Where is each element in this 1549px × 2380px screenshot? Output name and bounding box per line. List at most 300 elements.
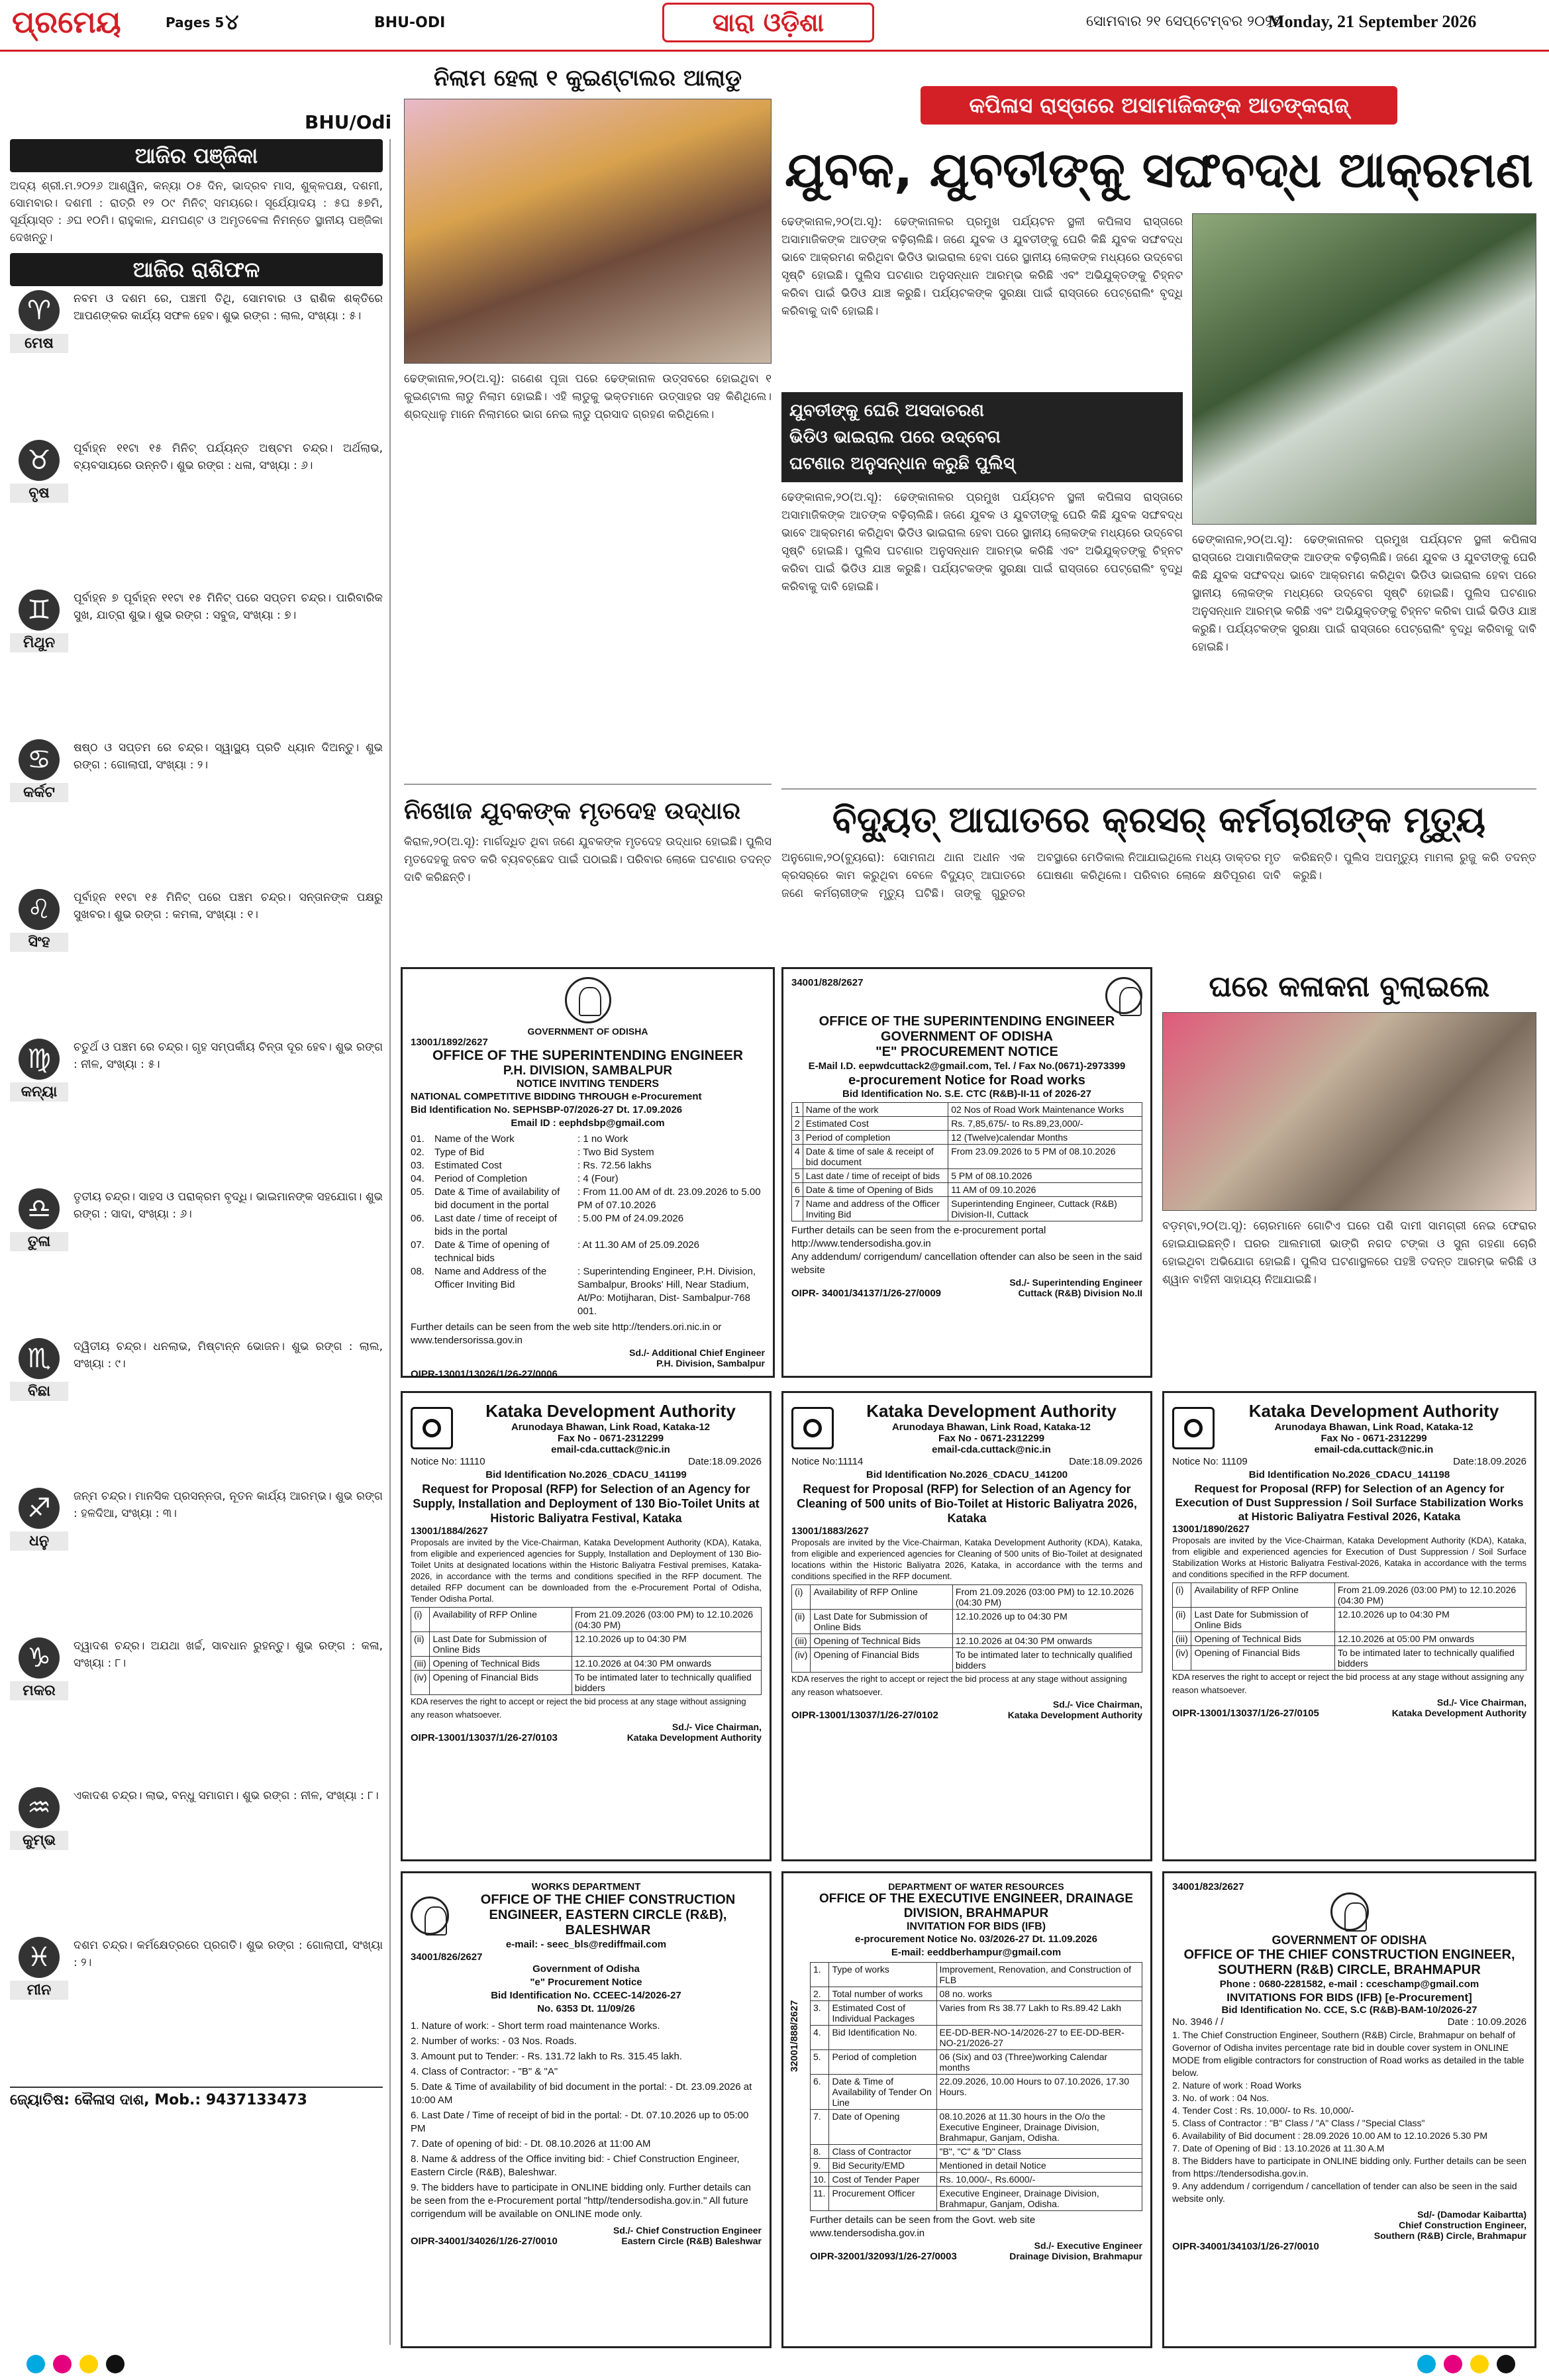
ad-kda2-note: Notice No:11114 [791,1456,864,1467]
ad-sambalpur-row [411,1146,765,1159]
ad-sambalpur-table [411,1133,765,1318]
table-row [411,1657,762,1671]
registration-mark [1417,2355,1436,2373]
masthead [0,0,1549,52]
row-label: Period of Completion [434,1173,528,1184]
table-cell: Period of completion [803,1131,948,1145]
ad-item: 7. Date of opening of bid: - Dt. 08.10.2026 at 11:00 AM [411,2138,651,2149]
zodiac-badge [10,1488,68,1633]
ad-kda2-table [791,1584,1142,1673]
table-cell: (i) [792,1585,811,1610]
zodiac-name: ବିଛା [10,1382,68,1401]
ad-item: 5. Date & Time of availability of bid document in the portal: - Dt. 23.09.2026 at 10:00 AM [411,2081,752,2106]
ad-rb-sign3: Southern (R&B) Circle, Brahmapur [1374,2230,1526,2241]
table-cell: From 21.09.2026 (03:00 PM) to 12.10.2026 (04:30 PM) [572,1608,761,1632]
story-body-headline: ନିଖୋଜ ଯୁବକଙ୍କ ମୃତଦେହ ଉଦ୍ଧାର [404,798,741,825]
table-cell: (iii) [792,1634,811,1648]
zodiac-name: ମିଥୁନ [10,633,68,652]
table-cell: Date of Opening [829,2110,936,2145]
table-cell: (iv) [792,1648,811,1673]
ad-kda3-email: email-cda.cuttack@nic.in [1314,1444,1434,1455]
ad-item: 2. Nature of work : Road Works [1172,2080,1302,2091]
zodiac-2-icon: ♉ [19,440,60,481]
ad-item: 5. Class of Contractor : "B" Class / "A" Class / "Special Class" [1172,2118,1425,2128]
row-number: 06. [411,1213,425,1224]
table-cell: 12.10.2026 up to 04:30 PM [1334,1608,1526,1632]
zodiac-row [10,1488,383,1633]
table-row [792,1117,1142,1131]
table-cell: 7 [792,1197,803,1221]
registration-mark [106,2355,125,2373]
table-row [1173,1646,1526,1671]
row-value: : 1 no Work [577,1133,628,1145]
ad-water-email: E-mail: eeddberhampur@gmail.com [891,1947,1062,1958]
row-number: 08. [411,1266,425,1277]
table-row [811,2050,1142,2075]
registration-mark [79,2355,98,2373]
ad-kda2-code: 13001/1883/2627 [791,1526,869,1537]
lead-bullet: ଘଟଣାର ଅନୁସନ୍ଧାନ କରୁଛି ପୁଲିସ୍ [789,454,1015,474]
table-row [811,2187,1142,2211]
row-value: : From 11.00 AM of dt. 23.09.2026 to 5.00 PM of 07.10.2026 [577,1186,761,1211]
ad-kda1-email: email-cda.cuttack@nic.in [551,1444,670,1455]
table-cell: To be intimated later to technically qualified bidders [952,1648,1142,1673]
ad-rb-date: Date : 10.09.2026 [1447,2016,1526,2028]
ad-sambalpur-row [411,1212,765,1239]
ad-rb-bid: Bid Identification No. CCE, S.C (R&B)-BAM-10/2026-27 [1221,2004,1477,2016]
zodiac-4-icon: ♋ [19,739,60,780]
table-cell: 12.10.2026 at 04:30 PM onwards [572,1657,761,1671]
zodiac-text: ଜନ୍ମ ଚନ୍ଦ୍ର। ମାନସିକ ପ୍ରସନ୍ନତା, ନୂତନ କାର୍ଯ୍ୟ ଆରମ୍ଭ। ଶୁଭ ରଙ୍ଗ : ହଳଦିଆ, ସଂଖ୍ୟା : ୩। [74,1490,383,1520]
ad-sambalpur-sign2: P.H. Division, Sambalpur [656,1358,765,1369]
lead-body-continued: ଢେଙ୍କାନାଳ,୨୦(ଅ.ସୂ): ଢେଙ୍କାନାଳର ପ୍ରମୁଖ ପର୍ଯ୍ୟଟନ ସ୍ଥଳୀ କପିଳାସ ରାସ୍ତାରେ ଅସାମାଜିକଙ୍କ ଆତଙ୍କ ବଢ଼ିଚାଲିଛି। ଜଣେ ଯୁବକ ଓ ଯୁବତୀଙ୍କୁ ଘେରି କିଛି ଯୁବକ ସଙ୍ଘବଦ୍ଧ ଭାବେ ଆକ୍ରମଣ କରିଥିବା ଭିଡିଓ ଭାଇରାଲ ହେବା ପରେ ସ୍ଥାନୀୟ ଲୋକଙ୍କ ମଧ୍ୟରେ ଉଦ୍‌ବେଗ ସୃଷ୍ଟି ହୋଇଛି। ପୁଲିସ ଘଟଣାର ଅନୁସନ୍ଧାନ ଆରମ୍ଭ କରିଛି ଏବଂ ଅଭିଯୁକ୍ତଙ୍କୁ ଚିହ୍ନଟ କରିବା ପାଇଁ ଭିଡିଓ ଯାଞ୍ଚ କରୁଛି। ପର୍ଯ୍ୟଟକଙ୍କ ସୁରକ୍ଷା ପାଇଁ ରାସ୍ତାରେ ପେଟ୍ରୋଲିଂ ବୃଦ୍ଧି କରିବାକୁ ଦାବି ହୋଇଛି। [781,491,1183,594]
table-cell: Procurement Officer [829,2187,936,2211]
zodiac-badge [10,1787,68,1933]
table-row [792,1131,1142,1145]
table-cell: 4 [792,1145,803,1169]
table-row [811,2026,1142,2050]
table-cell: 06 (Six) and 03 (Three)working Calendar months [936,2050,1142,2075]
zodiac-name: ଧନୁ [10,1531,68,1551]
row-number: 01. [411,1133,425,1145]
ad-kda-3 [1162,1391,1536,1861]
table-cell: Opening of Financial Bids [430,1671,572,1695]
zodiac-row [10,1637,383,1783]
zodiac-text: ଦଶମ ଚନ୍ଦ୍ର। କର୍ମକ୍ଷେତ୍ରରେ ପ୍ରଗତି। ଶୁଭ ରଙ୍ଗ : ଗୋଲାପୀ, ସଂଖ୍ୟା : ୨। [74,1939,383,1969]
table-cell: Opening of Technical Bids [430,1657,572,1671]
table-cell: Class of Contractor [829,2145,936,2159]
ad-kda1-code: 13001/1884/2627 [411,1526,488,1537]
ad-water-footer: Further details can be seen from the Govt. web site www.tendersodisha.gov.in [810,2214,1036,2239]
table-cell: 10. [811,2173,829,2187]
zodiac-7-icon: ♎ [19,1188,60,1229]
table-cell: 5 [792,1169,803,1183]
ad-kda1-sign2: Kataka Development Authority [626,1732,762,1743]
panjika-heading: ଆଜିର ପଞ୍ଜିକା [10,139,383,172]
ad-rb-code: 34001/823/2627 [1172,1881,1244,1892]
ad-kda1-footer: KDA reserves the right to accept or reject the bid process at any stage without assigning any reason whatsoever. [411,1696,746,1720]
ad-kda1-text: Proposals are invited by the Vice-Chairman, Kataka Development Authority (KDA), Kataka, from eligible and experienced agencies for Supply, Installation and Deployment of 130 Bio-Toilet Units at designated locations within the Historic Baliyatra Festival premises, Kataka-2026, in accordance with the terms and conditions specified in the RFP document. The detailed RFP document can be downloaded from the e-Procurement Portal of Odisha, Tender Odisha Portal. [411,1537,762,1604]
ad-rb-oipr: OIPR-34001/34103/1/26-27/0010 [1172,2241,1319,2252]
ad-kda3-footer: KDA reserves the right to accept or reject the bid process at any stage without assigning any reason whatsoever. [1172,1672,1524,1695]
row-value: : Superintending Engineer, P.H. Division, Sambalpur, Brooks' Hill, Near Stadium, At/Po: Motijharan, Dist- Sambalpur-768 001. [577,1266,756,1317]
ad-item: 3. Amount put to Tender: - Rs. 131.72 lakh to Rs. 315.45 lakh. [411,2051,682,2062]
zodiac-row [10,1188,383,1334]
zodiac-9-icon: ♐ [19,1488,60,1529]
ad-water-line: e-procurement Notice No. 03/2026-27 Dt. 11.09.2026 [854,1934,1097,1945]
ad-item: 1. Nature of work: - Short term road maintenance Works. [411,2020,660,2032]
ad-kda1-org: Kataka Development Authority [485,1401,736,1421]
ad-water-sign2: Drainage Division, Brahmapur [1009,2251,1142,2261]
row-number: 07. [411,1239,425,1251]
ad-kda1-oipr: OIPR-13001/13037/1/26-27/0103 [411,1732,558,1743]
zodiac-text: ନବମ ଓ ଦଶମ ରେ, ପଞ୍ଚମୀ ତିଥି, ସୋମବାର ଓ ରାଶିକ ଶକ୍ତିରେ ଆପଣଙ୍କର କାର୍ଯ୍ୟ ସଫଳ ହେବ। ଶୁଭ ରଙ୍ଗ : ଲାଲ, ସଂଖ୍ୟା : ୫। [74,292,383,323]
table-cell: Availability of RFP Online [1191,1583,1334,1608]
zodiac-row [10,290,383,436]
table-cell: To be intimated later to technically qualified bidders [572,1671,761,1695]
row-value: : At 11.30 AM of 25.09.2026 [577,1239,700,1251]
table-cell: Name of the work [803,1103,948,1117]
zodiac-name: ମକର [10,1681,68,1700]
registration-mark [26,2355,45,2373]
table-cell: Opening of Financial Bids [1191,1646,1334,1671]
ad-sambalpur-line1: NATIONAL COMPETITIVE BIDDING THROUGH e-Procurement [411,1091,702,1102]
table-cell: Estimated Cost [803,1117,948,1131]
ad-item: 8. The Bidders have to participate in ONLINE bidding only. Further details can be seen from https://tendersodisha.gov.in. [1172,2155,1526,2179]
table-cell: Superintending Engineer, Cuttack (R&B) Division-II, Cuttack [948,1197,1142,1221]
zodiac-badge [10,739,68,885]
zodiac-8-icon: ♏ [19,1338,60,1379]
ad-sambalpur-title: OFFICE OF THE SUPERINTENDING ENGINEER [432,1048,744,1063]
table-cell: 5. [811,2050,829,2075]
lead-kicker: କପିଳାସ ରାସ୍ତାରେ ଅସାମାଜିକଙ୍କ ଆତଙ୍କରାଜ୍ [921,86,1397,125]
table-cell: Opening of Financial Bids [811,1648,952,1673]
table-cell: 1. [811,1963,829,1987]
table-cell: EE-DD-BER-NO-14/2026-27 to EE-DD-BER-NO-21/2026-27 [936,2026,1142,2050]
ad-kda2-text: Proposals are invited by the Vice-Chairman, Kataka Development Authority (KDA), Kataka, from eligible and experienced agencies for Cleaning of 500 units of Bio-Toilet at designated locations within the Historic Baliyatra 2026, Kataka, in accordance with the terms and conditions specified in the RFP document. [791,1537,1142,1581]
table-cell: 12 (Twelve)calendar Months [948,1131,1142,1145]
table-cell: (ii) [411,1632,430,1657]
table-cell: 12.10.2026 at 05:00 PM onwards [1334,1632,1526,1646]
zodiac-11-icon: ♒ [19,1787,60,1828]
row-number: 03. [411,1160,425,1171]
ad-water-title: OFFICE OF THE EXECUTIVE ENGINEER, DRAINAGE DIVISION, BRAHMAPUR [819,1892,1133,1920]
zodiac-row [10,739,383,885]
zodiac-row [10,440,383,586]
zodiac-6-icon: ♍ [19,1039,60,1080]
table-cell: Opening of Technical Bids [811,1634,952,1648]
row-number: 02. [411,1147,425,1158]
ad-sambalpur-row [411,1239,765,1265]
table-cell: (iii) [411,1657,430,1671]
table-cell: (iv) [411,1671,430,1695]
table-cell: (ii) [792,1610,811,1634]
story-body-recovered [404,795,772,954]
ad-item: 1. The Chief Construction Engineer, Southern (R&B) Circle, Brahmapur on behalf of Governor of Odisha invites percentage rate bid in double cover system in ONLINE MODE from eligible contractors for construction of Road works as detailed in the table below. [1172,2030,1524,2078]
row-label: Type of Bid [434,1147,485,1158]
zodiac-text: ଦ୍ୱିତୀୟ ଚନ୍ଦ୍ର। ଧନଲାଭ, ମିଷ୍ଟାନ୍ନ ଭୋଜନ। ଶୁଭ ରଙ୍ଗ : ଲାଲ, ସଂଖ୍ୟା : ୯। [74,1340,383,1371]
ad-kda2-addr: Arunodaya Bhawan, Link Road, Kataka-12 [891,1422,1091,1433]
ad-water-table [810,1962,1142,2211]
table-cell: Last Date for Submission of Online Bids [430,1632,572,1657]
ad-kda1-note: Notice No: 11110 [411,1456,485,1467]
lead-bullet: ଯୁବତୀଙ୍କୁ ଘେରି ଅସଦାଚରଣ [789,401,984,421]
ad-sambalpur-footer: Further details can be seen from the web site http://tenders.ori.nic.in or www.tendersorissa.gov.in [411,1321,722,1346]
ad-cuttack-sign2: Cuttack (R&B) Division No.II [1018,1288,1142,1298]
row-label: Date & Time of opening of technical bids [434,1239,550,1264]
table-cell: Date & Time of Availability of Tender On Line [829,2075,936,2110]
table-cell: (iv) [1173,1646,1191,1671]
table-row [792,1585,1142,1610]
ad-sambalpur-row [411,1186,765,1212]
story-theft [1162,967,1536,1378]
ad-kda1-addr: Arunodaya Bhawan, Link Road, Kataka-12 [511,1422,711,1433]
table-cell: 4. [811,2026,829,2050]
odisha-emblem-icon [1105,977,1142,1014]
zodiac-row [10,889,383,1035]
table-row [1173,1632,1526,1646]
zodiac-badge [10,1039,68,1184]
odisha-emblem-icon [565,977,611,1023]
ad-baleshwar-sign: Sd./- Chief Construction Engineer [613,2225,762,2236]
zodiac-10-icon: ♑ [19,1637,60,1679]
ad-kda2-fax: Fax No - 0671-2312299 [938,1433,1045,1444]
table-cell: 2 [792,1117,803,1131]
ad-sambalpur-line2: Bid Identification No. SEPHSBP-07/2026-27 Dt. 17.09.2026 [411,1104,683,1115]
zodiac-text: ଏକାଦଶ ଚନ୍ଦ୍ର। ଲାଭ, ବନ୍ଧୁ ସମାଗମ। ଶୁଭ ରଙ୍ଗ : ନୀଳ, ସଂଖ୍ୟା : ୮। [74,1789,379,1802]
zodiac-text: ତୃତୀୟ ଚନ୍ଦ୍ର। ସାହସ ଓ ପରାକ୍ରମ ବୃଦ୍ଧି। ଭାଇମାନଙ୍କ ସହଯୋଗ। ଶୁଭ ରଙ୍ଗ : ସାଦା, ସଂଖ୍ୟା : ୬। [74,1190,383,1221]
ad-cuttack-subtitle: GOVERNMENT OF ODISHA [880,1029,1053,1044]
ad-kda3-sign: Sd./- Vice Chairman, [1436,1697,1526,1708]
ad-cuttack-notice: "E" PROCUREMENT NOTICE [875,1045,1058,1059]
zodiac-name: ମେଷ [10,334,68,353]
table-cell: 12.10.2026 up to 04:30 PM [572,1632,761,1657]
table-cell: 08 no. works [936,1987,1142,2001]
zodiac-badge [10,590,68,735]
zodiac-text: ପୂର୍ବାହ୍ନ ୧୧ଟା ୧୫ ମିନିଟ୍ ପରେ ପଞ୍ଚମ ଚନ୍ଦ୍ର। ସନ୍ତାନଙ୍କ ପକ୍ଷରୁ ସୁଖବର। ଶୁଭ ରଙ୍ଗ : କମଳା, ସଂଖ୍ୟା : ୧। [74,891,383,921]
ad-rb-title: OFFICE OF THE CHIEF CONSTRUCTION ENGINEER, SOUTHERN (R&B) CIRCLE, BRAHMAPUR [1183,1947,1515,1977]
table-cell: (i) [1173,1583,1191,1608]
zodiac-name: ସିଂହ [10,933,68,952]
table-row [411,1671,762,1695]
table-cell: Bid Identification No. [829,2026,936,2050]
row-value: : 5.00 PM of 24.09.2026 [577,1213,684,1224]
story-laddu-headline: ନିଲାମ ହେଲା ୧ କୁଇଣ୍ଟାଲର ଆଲାଡୁ [433,65,742,91]
table-row [811,2001,1142,2026]
zodiac-row [10,1338,383,1484]
zodiac-name: କୁମ୍ଭ [10,1831,68,1850]
ad-rb-notice: INVITATIONS FOR BIDS (IFB) [e-Procurement] [1226,1991,1472,2004]
ad-baleshwar-bid2: No. 6353 Dt. 11/09/26 [537,2003,635,2014]
table-cell: Total number of works [829,1987,936,2001]
ad-kda3-org: Kataka Development Authority [1248,1401,1499,1421]
table-row [411,1608,762,1632]
ad-rb-gov: GOVERNMENT OF ODISHA [1272,1934,1427,1947]
zodiac-name: ମୀନ [10,1981,68,2000]
ad-sambalpur-row [411,1133,765,1146]
row-label: Last date / time of receipt of bids in the portal [434,1213,558,1237]
newspaper-logo: ପ୍ରମେୟ [12,4,121,40]
ad-brahmapur-water [781,1871,1152,2348]
table-row [1173,1583,1526,1608]
row-value: : Rs. 72.56 lakhs [577,1160,652,1171]
row-label: Estimated Cost [434,1160,502,1171]
ad-item: 7. Date of Opening of Bid : 13.10.2026 at 11.30 A.M [1172,2143,1385,2153]
story-electrocution-headline: ବିଦ୍ୟୁତ୍ ଆଘାତରେ କ୍ରସର୍ କର୍ମଚାରୀଙ୍କ ମୃତ୍ୟୁ [832,799,1486,841]
table-cell: 6. [811,2075,829,2110]
zodiac-badge [10,1937,68,2083]
ad-sambalpur-code: 13001/1892/2627 [411,1037,488,1048]
zodiac-badge [10,1338,68,1484]
ad-sambalpur-row [411,1172,765,1186]
odisha-emblem-icon [411,1896,449,1935]
ad-kda3-addr: Arunodaya Bhawan, Link Road, Kataka-12 [1274,1422,1474,1433]
row-number: 05. [411,1186,425,1198]
row-value: : Two Bid System [577,1147,654,1158]
table-cell: (ii) [1173,1608,1191,1632]
kda-logo-icon [1172,1407,1215,1449]
table-cell: 12.10.2026 up to 04:30 PM [952,1610,1142,1634]
ad-water-oipr: OIPR-32001/32093/1/26-27/0003 [810,2251,957,2262]
ad-kda-2 [781,1391,1152,1861]
zodiac-text: ଚତୁର୍ଥ ଓ ପଞ୍ଚମ ରେ ଚନ୍ଦ୍ର। ଗୃହ ସମ୍ପର୍କୀୟ ଚିନ୍ତା ଦୂର ହେବ। ଶୁଭ ରଙ୍ଗ : ନୀଳ, ସଂଖ୍ୟା : ୫। [74,1041,383,1071]
table-cell: 8. [811,2145,829,2159]
ad-cuttack [781,967,1152,1378]
row-label: Name of the Work [434,1133,515,1145]
ad-kda3-bid: Bid Identification No.2026_CDACU_141198 [1248,1469,1450,1480]
story-theft-body: ବଡ଼ମ୍ବା,୨୦(ଅ.ସୂ): ଚୋରମାନେ ଗୋଟିଏ ଘରେ ପଶି ଦାମୀ ସାମଗ୍ରୀ ନେଇ ଫେରାର ହୋଇଯାଇଛନ୍ତି। ଘରର ଆଲମାରୀ ଭାଙ୍ଗି ନଗଦ ଟଙ୍କା ଓ ସୁନା ଗହଣା ଚୋରି ହୋଇଥିବା ଅଭିଯୋଗ ହୋଇଛି। ପୁଲିସ ଘଟଣାସ୍ଥଳରେ ପହଞ୍ଚି ତଦନ୍ତ ଆରମ୍ଭ କରିଛି ଓ ଶ୍ୱାନ ବାହିନୀ ସାହାଯ୍ୟ ନିଆଯାଇଛି। [1162,1219,1536,1286]
story-electrocution-body: ଅନୁଗୋଳ,୨୦(ବ୍ୟୁରୋ): ସୋମନାଥ ଥାନା ଅଧୀନ ଏକ କ୍ରସର୍‌ରେ କାମ କରୁଥିବା ବେଳେ ବିଦ୍ୟୁତ୍ ଆଘାତରେ ଜଣେ କର୍ମଚାରୀଙ୍କ ମୃତ୍ୟୁ ଘଟିଛି। ତାଙ୍କୁ ଗୁରୁତର ଅବସ୍ଥାରେ ମେଡିକାଲ ନିଆଯାଇଥିଲେ ମଧ୍ୟ ଡାକ୍ତର ମୃତ ଘୋଷଣା କରିଥିଲେ। ପରିବାର ଲୋକେ କ୍ଷତିପୂରଣ ଦାବି କରିଛନ୍ତି। ପୁଲିସ ଅପମୃତ୍ୟୁ ମାମଲା ରୁଜୁ କରି ତଦନ୍ତ କରୁଛି। [781,851,1536,900]
table-cell: Last Date for Submission of Online Bids [811,1610,952,1634]
lead-bullet: ଭିଡିଓ ଭାଇରାଲ ପରେ ଉଦ୍‌ବେଗ [789,427,1001,447]
ad-item: 8. Name & address of the Office inviting bid: - Chief Construction Engineer, Eastern Circle (R&B), Baleshwar. [411,2153,740,2178]
ad-rb-items [1172,2029,1526,2205]
table-cell: 3. [811,2001,829,2026]
zodiac-row [10,1039,383,1184]
ad-rb-phone: Phone : 0680-2281582, e-mail : cceschamp@gmail.com [1219,1979,1479,1990]
table-cell: Last date / time of receipt of bids [803,1169,948,1183]
table-cell: 5 PM of 08.10.2026 [948,1169,1142,1183]
table-cell: Bid Security/EMD [829,2159,936,2173]
ad-baleshwar-bid: Bid Identification No. CCEEC-14/2026-27 [491,1990,681,2001]
registration-mark [1444,2355,1462,2373]
zodiac-name: କନ୍ୟା [10,1082,68,1102]
table-row [811,2075,1142,2110]
table-cell: 2. [811,1987,829,2001]
lead-bullets [781,392,1183,482]
left-column [10,139,391,2345]
lead-body: ଢେଙ୍କାନାଳ,୨୦(ଅ.ସୂ): ଢେଙ୍କାନାଳର ପ୍ରମୁଖ ପର୍ଯ୍ୟଟନ ସ୍ଥଳୀ କପିଳାସ ରାସ୍ତାରେ ଅସାମାଜିକଙ୍କ ଆତଙ୍କ ବଢ଼ିଚାଲିଛି। ଜଣେ ଯୁବକ ଓ ଯୁବତୀଙ୍କୁ ଘେରି କିଛି ଯୁବକ ସଙ୍ଘବଦ୍ଧ ଭାବେ ଆକ୍ରମଣ କରିଥିବା ଭିଡିଓ ଭାଇରାଲ ହେବା ପରେ ସ୍ଥାନୀୟ ଲୋକଙ୍କ ମଧ୍ୟରେ ଉଦ୍‌ବେଗ ସୃଷ୍ଟି ହୋଇଛି। ପୁଲିସ ଘଟଣାର ଅନୁସନ୍ଧାନ ଆରମ୍ଭ କରିଛି ଏବଂ ଅଭିଯୁକ୍ତଙ୍କୁ ଚିହ୍ନଟ କରିବା ପାଇଁ ଭିଡିଓ ଯାଞ୍ଚ କରୁଛି। ପର୍ଯ୍ୟଟକଙ୍କ ସୁରକ୍ଷା ପାଇଁ ରାସ୍ତାରେ ପେଟ୍ରୋଲିଂ ବୃଦ୍ଧି କରିବାକୁ ଦାବି ହୋଇଛି। [781,215,1183,318]
ad-sambalpur-row [411,1159,765,1172]
odia-date: ସୋମବାର ୨୧ ସେପ୍ଟେମ୍ବର ୨୦୨୬ [1086,13,1281,30]
ad-water-code: 32001/888/2627 [789,2000,800,2072]
zodiac-name: ତୁଳା [10,1232,68,1251]
ad-kda2-bid: Bid Identification No.2026_CDACU_141200 [866,1469,1068,1480]
ad-cuttack-sign: Sd./- Superintending Engineer [1009,1277,1142,1288]
ad-baleshwar-oipr: OIPR-34001/34026/1/26-27/0010 [411,2236,558,2247]
table-cell: Cost of Tender Paper [829,2173,936,2187]
ad-kda3-text: Proposals are invited by the Vice-Chairman, Kataka Development Authority (KDA), Kataka, from eligible and experienced agencies for Execution of Dust Suppression / Soil Surface Stabilization Works at Historic Baliyatra Festival-2026, Kataka in accordance with the terms and conditions specified in the RFP document. [1172,1535,1526,1579]
table-cell: 9. [811,2159,829,2173]
odisha-emblem-icon [1330,1892,1369,1931]
table-cell: 11 AM of 09.10.2026 [948,1183,1142,1197]
ad-sambalpur [401,967,775,1378]
ad-kda1-sign: Sd./- Vice Chairman, [672,1722,762,1732]
registration-mark [1470,2355,1489,2373]
lead-photo [1192,213,1536,525]
ad-water-dept: DEPARTMENT OF WATER RESOURCES [888,1881,1064,1892]
ad-sambalpur-oipr: OIPR-13001/13026/1/26-27/0006 [411,1369,558,1380]
ad-baleshwar [401,1871,772,2348]
ad-kda3-table [1172,1582,1526,1671]
ad-kda3-title: Request for Proposal (RFP) for Selection of an Agency for Execution of Dust Suppression / Soil Surface Stabilization Works at Historic Baliyatra Festival 2026, Kataka [1175,1482,1524,1523]
ad-item: 9. Any addendum / corrigendum / cancellation of tender can also be seen in the said website only. [1172,2181,1517,2204]
row-label: Name and Address of the Officer Inviting Bid [434,1266,547,1290]
table-cell: 3 [792,1131,803,1145]
story-laddu [404,63,772,785]
table-cell: Availability of RFP Online [430,1608,572,1632]
kda-logo-icon [791,1407,834,1449]
table-cell: From 23.09.2026 to 5 PM of 08.10.2026 [948,1145,1142,1169]
ad-baleshwar-email: e-mail: - seec_bls@rediffmail.com [505,1939,667,1950]
story-theft-photo [1162,1012,1536,1211]
ad-kda3-fax: Fax No - 0671-2312299 [1321,1433,1427,1444]
table-row [792,1197,1142,1221]
table-cell: Last Date for Submission of Online Bids [1191,1608,1334,1632]
table-cell: To be intimated later to technically qualified bidders [1334,1646,1526,1671]
ad-cuttack-title: OFFICE OF THE SUPERINTENDING ENGINEER [819,1014,1115,1029]
ad-baleshwar-notice: "e" Procurement Notice [530,1977,642,1988]
zodiac-row [10,590,383,735]
ad-kda1-table [411,1607,762,1695]
zodiac-3-icon: ♊ [19,590,60,631]
ad-sambalpur-sign: Sd./- Additional Chief Engineer [629,1347,765,1358]
table-row [792,1648,1142,1673]
ad-sambalpur-email: Email ID : eephdsbp@gmail.com [511,1117,665,1129]
table-cell: Date & time of sale & receipt of bid document [803,1145,948,1169]
table-row [792,1183,1142,1197]
zodiac-text: ଷଷ୍ଠ ଓ ସପ୍ତମ ରେ ଚନ୍ଦ୍ର। ସ୍ୱାସ୍ଥ୍ୟ ପ୍ରତି ଧ୍ୟାନ ଦିଅନ୍ତୁ। ଶୁଭ ରଙ୍ଗ : ଗୋଲାପୀ, ସଂଖ୍ୟା : ୨। [74,741,383,772]
ad-kda1-title: Request for Proposal (RFP) for Selection of an Agency for Supply, Installation and Deployment of 130 Bio-Toilet Units at Historic Baliyatra Festival, Kataka [413,1482,760,1525]
ad-baleshwar-sign2: Eastern Circle (R&B) Baleshwar [621,2236,762,2246]
ad-kda3-sign2: Kataka Development Authority [1391,1708,1526,1718]
edition-tag: BHU/Odi [305,111,392,133]
table-row [792,1610,1142,1634]
story-theft-headline: ଘରେ କଳାକନା ବୁଲାଇଲେ [1209,970,1490,1004]
table-row [411,1632,762,1657]
ad-cuttack-bid: Bid Identification No. S.E. CTC (R&B)-II-11 of 2026-27 [842,1088,1091,1100]
zodiac-text: ପୂର୍ବାହ୍ନ ୧୧ଟା ୧୫ ମିନିଟ୍ ପର୍ଯ୍ୟନ୍ତ ଅଷ୍ଟମ ଚନ୍ଦ୍ର। ଅର୍ଥଲାଭ, ବ୍ୟବସାୟରେ ଉନ୍ନତି। ଶୁଭ ରଙ୍ଗ : ଧଳା, ସଂଖ୍ୟା : ୬। [74,442,383,472]
zodiac-row [10,1937,383,2083]
table-cell: (iii) [1173,1632,1191,1646]
table-cell: 08.10.2026 at 11.30 hours in the O/o the Executive Engineer, Drainage Division, Brahmapur, Ganjam, Odisha. [936,2110,1142,2145]
table-cell: (i) [411,1608,430,1632]
zodiac-badge [10,1637,68,1783]
ad-kda3-code: 13001/1890/2627 [1172,1524,1250,1535]
section-title: ସାରା ଓଡ଼ିଶା [662,3,874,42]
zodiac-badge [10,1188,68,1334]
ad-baleshwar-gov: Government of Odisha [532,1963,640,1975]
table-row [792,1634,1142,1648]
row-label: Date & Time of availability of bid document in the portal [434,1186,560,1211]
registration-mark [1497,2355,1515,2373]
table-cell: From 21.09.2026 (03:00 PM) to 12.10.2026 (04:30 PM) [952,1585,1142,1610]
ad-cuttack-oipr: OIPR- 34001/34137/1/26-27/0009 [791,1288,942,1299]
ad-sambalpur-subtitle: P.H. DIVISION, SAMBALPUR [503,1064,673,1078]
ad-sambalpur-gov: GOVERNMENT OF ODISHA [527,1026,648,1037]
registration-mark [53,2355,72,2373]
table-row [811,2173,1142,2187]
